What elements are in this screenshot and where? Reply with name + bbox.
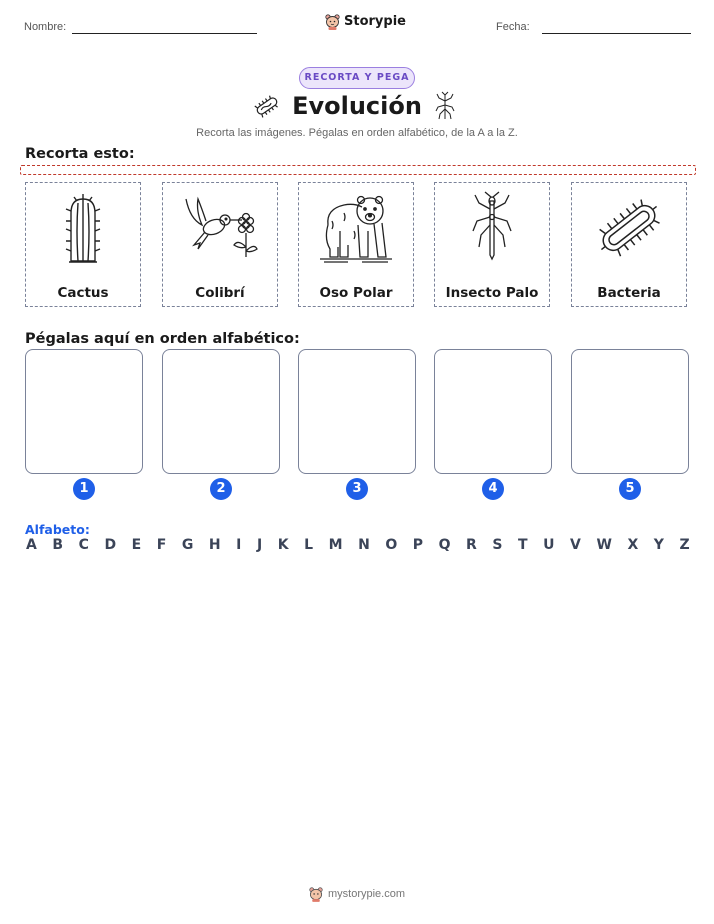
alphabet-letter: U bbox=[543, 537, 555, 553]
date-label: Fecha: bbox=[496, 21, 530, 33]
alphabet-letter: G bbox=[181, 537, 194, 553]
alphabet-letter: S bbox=[492, 537, 503, 553]
alphabet-row bbox=[26, 537, 690, 553]
alphabet-letter: R bbox=[466, 537, 477, 553]
alphabet-letter: Q bbox=[438, 537, 451, 553]
name-field[interactable] bbox=[72, 33, 257, 34]
alphabet-letter: P bbox=[412, 537, 424, 553]
alphabet-letter: O bbox=[385, 537, 398, 553]
polar-bear-icon bbox=[318, 191, 394, 265]
slot-number-4: 4 bbox=[482, 478, 504, 500]
alphabet-letter: K bbox=[277, 537, 289, 553]
paste-box-1[interactable] bbox=[25, 349, 143, 474]
card-label: Cactus bbox=[57, 285, 109, 301]
footer bbox=[0, 886, 714, 902]
cut-card-hummingbird[interactable] bbox=[162, 182, 278, 307]
alphabet-letter: E bbox=[131, 537, 142, 553]
paste-box-2[interactable] bbox=[162, 349, 280, 474]
alphabet-letter: C bbox=[78, 537, 89, 553]
card-label: Colibrí bbox=[195, 285, 245, 301]
paste-box-5[interactable] bbox=[571, 349, 689, 474]
cactus-icon bbox=[53, 191, 113, 265]
stick-insect-title-icon bbox=[434, 91, 456, 121]
card-label: Insecto Palo bbox=[445, 285, 539, 301]
page-title: Evolución bbox=[292, 92, 422, 120]
card-label: Bacteria bbox=[597, 285, 661, 301]
alphabet-letter: A bbox=[26, 537, 37, 553]
cut-card-cactus[interactable] bbox=[25, 182, 141, 307]
alphabet-letter: Z bbox=[679, 537, 690, 553]
slot-number-1: 1 bbox=[73, 478, 95, 500]
bacteria-icon bbox=[593, 191, 665, 265]
alphabet-title: Alfabeto: bbox=[25, 522, 90, 537]
slot-number-5: 5 bbox=[619, 478, 641, 500]
cut-card-stick-insect[interactable] bbox=[434, 182, 550, 307]
alphabet-letter: L bbox=[304, 537, 314, 553]
stick-insect-icon bbox=[467, 191, 517, 265]
activity-badge: RECORTA Y PEGA bbox=[299, 67, 415, 89]
cut-card-polar-bear[interactable] bbox=[298, 182, 414, 307]
instructions: Recorta las imágenes. Pégalas en orden alfabético, de la A a la Z. bbox=[196, 127, 518, 139]
alphabet-letter: M bbox=[328, 537, 343, 553]
alphabet-letter: W bbox=[596, 537, 612, 553]
alphabet-letter: Y bbox=[653, 537, 664, 553]
name-label: Nombre: bbox=[24, 21, 67, 33]
paste-box-3[interactable] bbox=[298, 349, 416, 474]
alphabet-letter: H bbox=[208, 537, 221, 553]
slot-number-3: 3 bbox=[346, 478, 368, 500]
brand-name: Storypie bbox=[344, 14, 406, 29]
brand-logo bbox=[325, 13, 406, 30]
cut-heading: Recorta esto: bbox=[25, 146, 135, 162]
storypie-mascot-icon bbox=[325, 13, 340, 30]
card-label: Oso Polar bbox=[319, 285, 393, 301]
paste-heading: Pégalas aquí en orden alfabético: bbox=[25, 331, 300, 347]
alphabet-letter: V bbox=[570, 537, 581, 553]
paste-box-4[interactable] bbox=[434, 349, 552, 474]
alphabet-letter: J bbox=[256, 537, 263, 553]
alphabet-letter: N bbox=[358, 537, 370, 553]
date-field[interactable] bbox=[542, 33, 691, 34]
alphabet-letter: D bbox=[104, 537, 117, 553]
cut-card-bacteria[interactable] bbox=[571, 182, 687, 307]
alphabet-letter: B bbox=[52, 537, 64, 553]
slot-number-2: 2 bbox=[210, 478, 232, 500]
alphabet-letter: X bbox=[627, 537, 639, 553]
hummingbird-icon bbox=[180, 191, 260, 265]
alphabet-letter: I bbox=[236, 537, 242, 553]
footer-url[interactable]: mystorypie.com bbox=[327, 888, 406, 900]
alphabet-letter: T bbox=[518, 537, 528, 553]
alphabet-letter: F bbox=[156, 537, 167, 553]
cut-line bbox=[20, 165, 696, 175]
storypie-mascot-icon bbox=[309, 886, 323, 902]
